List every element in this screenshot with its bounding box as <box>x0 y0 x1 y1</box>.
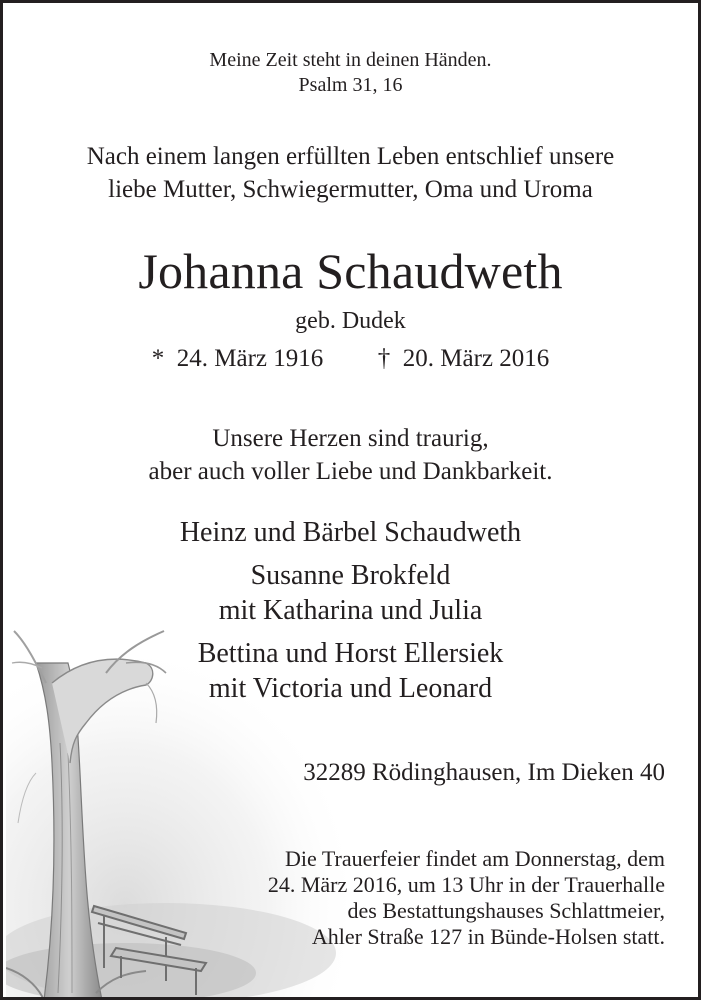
family-group <box>3 515 698 550</box>
family-group <box>3 558 698 628</box>
funeral-line: Ahler Straße 127 in Bünde-Holsen statt. <box>311 924 665 949</box>
death-cross-icon: † <box>377 345 391 372</box>
birth-date: 24. März 1916 <box>176 345 324 372</box>
intro-text <box>3 140 698 206</box>
birth-name: geb. Dudek <box>295 308 406 334</box>
family-line: Bettina und Horst Ellersiek <box>197 638 504 669</box>
death-date: 20. März 2016 <box>402 345 550 372</box>
mourning-line: aber auch voller Liebe und Dankbarkeit. <box>148 458 553 485</box>
family-group <box>3 636 698 706</box>
funeral-line: Die Trauerfeier findet am Donnerstag, dem <box>285 846 665 871</box>
mourning-text <box>3 422 698 488</box>
family-line: Susanne Brokfeld <box>250 560 451 591</box>
life-dates <box>3 342 698 376</box>
funeral-line: des Bestattungshauses Schlattmeier, <box>347 898 665 923</box>
motto-reference: Psalm 31, 16 <box>298 74 403 96</box>
family-address: 32289 Rödinghausen, Im Dieken 40 <box>303 759 665 786</box>
family-line: mit Victoria und Leonard <box>208 673 493 704</box>
deceased-name: Johanna Schaudweth <box>138 243 563 299</box>
motto-verse <box>3 48 698 98</box>
motto-line: Meine Zeit steht in deinen Händen. <box>209 49 492 71</box>
intro-line: Nach einem langen erfüllten Leben entschlief unsere <box>86 143 615 170</box>
funeral-info <box>268 846 665 950</box>
funeral-line: 24. März 2016, um 13 Uhr in der Trauerhalle <box>267 872 665 897</box>
family-list <box>3 515 698 714</box>
intro-line: liebe Mutter, Schwiegermutter, Oma und Uroma <box>108 176 593 203</box>
birth-star-icon: * <box>151 345 165 372</box>
family-line: mit Katharina und Julia <box>218 595 483 626</box>
mourning-line: Unsere Herzen sind traurig, <box>212 425 489 452</box>
family-line: Heinz und Bärbel Schaudweth <box>179 517 522 548</box>
